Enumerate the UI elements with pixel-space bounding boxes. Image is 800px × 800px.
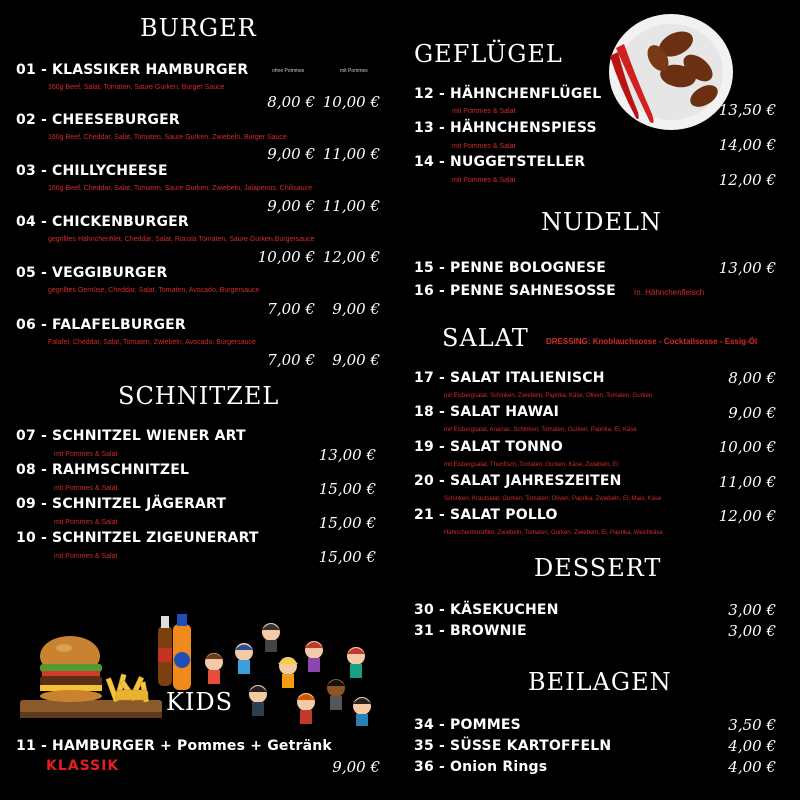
menu-item-name: 04 - CHICKENBURGER [16,214,189,230]
menu-item-desc: Hähnchenbrustfilet, Zwiebeln, Tomaten, Gurken, Zwiebeln, Ei, Paprika, Weichkäse [444,530,663,536]
menu-item-name: 21 - SALAT POLLO [414,507,558,523]
kid-face-icon [235,643,253,674]
kids-tag: KLASSIK [46,758,120,774]
menu-item-price: 14,00 € [718,136,776,154]
menu-item-name: 08 - RAHMSCHNITZEL [16,462,190,478]
menu-item-desc: mit Pommes & Salat [54,485,118,492]
menu-item-price: 9,00 € [728,404,776,422]
menu-item-desc: Falafel, Cheddar, Salat, Tomaten, Zwiebeln, Avocado, Burgersauce [48,339,256,346]
menu-item-price: 7,00 € [267,351,315,369]
menu-item-name: 15 - PENNE BOLOGNESE [414,260,607,276]
menu-item-price: 10,00 € [718,438,776,456]
menu-item-price: 15,00 € [318,514,376,532]
menu-item-name: 05 - VEGGIBURGER [16,265,168,281]
kid-face-icon [262,623,280,652]
menu-item-name: 31 - BROWNIE [414,623,527,639]
menu-item-price: 11,00 € [322,197,380,215]
menu-item-desc: mit Pommes & Salat [452,177,516,184]
menu-item-price: 4,00 € [728,758,776,776]
menu-item-name: 11 - HAMBURGER + Pommes + Getränk [16,738,332,754]
menu-item-price: 7,00 € [267,300,315,318]
menu-item-price: 15,00 € [318,548,376,566]
menu-item-name: 02 - CHEESEBURGER [16,112,180,128]
menu-item-price: 13,00 € [718,259,776,277]
menu-item-name: 19 - SALAT TONNO [414,439,564,455]
menu-item-name: 18 - SALAT HAWAI [414,404,560,420]
burger-heading: BURGER [140,14,257,42]
menu-item-price: 3,00 € [728,601,776,619]
menu-item-name: 36 - Onion Rings [414,759,548,775]
menu-item-name: 20 - SALAT JAHRESZEITEN [414,473,622,489]
menu-item-name: 17 - SALAT ITALIENISCH [414,370,605,386]
menu-item-price: 13,50 € [718,101,776,119]
kid-face-icon [353,697,371,726]
menu-item-desc: 160g Beef, Cheddar, Salat, Tomaten, Saure Gurken, Zwiebeln, Jalapenos, Chilisauce [48,185,313,192]
menu-item-name: 16 - PENNE SAHNESOSSE [414,283,616,299]
dressing-note [546,337,757,346]
menu-item-name: 34 - POMMES [414,717,521,733]
menu-item-price: 10,00 € [322,93,380,111]
nudeln-heading: NUDELN [541,208,662,236]
menu-item-name: 01 - KLASSIKER HAMBURGER [16,62,249,78]
dressing-options: Knoblauchsosse - Cocktailsosse - Essig-Öl [592,337,758,346]
menu-item-price: 8,00 € [728,369,776,387]
menu-item-name: 07 - SCHNITZEL WIENER ART [16,428,246,444]
menu-item-price: 11,00 € [322,145,380,163]
menu-item-price: 12,00 € [718,171,776,189]
schnitzel-heading: SCHNITZEL [118,382,280,410]
menu-item-price: 9,00 € [332,300,380,318]
menu-item-price: 13,00 € [318,446,376,464]
menu-item-price: 3,50 € [728,716,776,734]
gefluegel-heading: GEFLÜGEL [414,40,563,68]
menu-item-price: 12,00 € [322,248,380,266]
menu-item-name: 12 - HÄHNCHENFLÜGEL [414,86,602,102]
fries-icon [106,674,149,702]
menu-item-desc: mit Eisbergsalat, Ananas, Schinken, Tomaten, Gurken, Paprika, Ei, Käse [444,427,637,433]
menu-item-price: 8,00 € [267,93,315,111]
menu-item-desc: mit Eisbergsalat, Thunfisch, Tomaten, Gurken, Käse, Zwiebeln, Ei [444,462,619,468]
kid-face-icon [305,641,323,672]
menu-item-price: 9,00 € [267,145,315,163]
kid-face-icon [347,647,365,678]
menu-item-name: 03 - CHILLYCHEESE [16,163,168,179]
dessert-heading: DESSERT [534,554,662,582]
menu-item-desc: gegrilltes Gemüse, Cheddar, Salat, Tomaten, Avocado, Burgersauce [48,287,260,294]
menu-item-name: 35 - SÜSSE KARTOFFELN [414,738,612,754]
menu-item-price: 15,00 € [318,480,376,498]
salat-heading: SALAT [442,324,529,352]
menu-item-price: 11,00 € [718,473,776,491]
menu-item-desc: gegrilltes Hähnchenfilet, Cheddar, Salat, Rucola Tomaten, Saure Gurken,Burgersauce [48,236,315,243]
menu-item-name: 09 - SCHNITZEL JÄGERART [16,496,227,512]
burger-col-without: ohne Pommes [272,68,305,74]
menu-item-price: 9,00 € [332,758,380,776]
menu-item-desc: mit Pommes & Salat [452,143,516,150]
menu-item-desc: Schinken, Krautsalat, Gurken, Tomaten, Oliven, Paprika, Zwiebeln, Ei, Mais, Käse [444,496,662,502]
kid-face-icon [205,653,223,684]
menu-item-name: 14 - NUGGETSTELLER [414,154,586,170]
menu-item-desc: 160g Beef, Cheddar, Salat, Tomaten, Saure Gurken, Zwiebeln, Burger Sauce [48,134,287,141]
menu-item-desc: mit Pommes & Salat [452,108,516,115]
menu-item-price: 9,00 € [267,197,315,215]
menu-item-price: 10,00 € [257,248,315,266]
menu-item-desc: mit Eisbergsalat, Schinken, Zwiebeln, Paprika, Käse, Oliven, Tomaten, Gurken [444,393,653,399]
menu-item-price: 9,00 € [332,351,380,369]
menu-item-name: 13 - HÄHNCHENSPIESS [414,120,597,136]
kids-heading: KIDS [166,688,234,716]
menu-item-desc: mit Pommes & Salat [54,553,118,560]
dressing-label: DRESSING: [546,337,591,346]
bottle-icon [173,614,191,690]
kid-face-icon [327,679,345,710]
menu-item-name: 30 - KÄSEKUCHEN [414,602,559,618]
kid-face-icon [249,685,267,716]
menu-item-price: 12,00 € [718,507,776,525]
beilagen-heading: BEILAGEN [528,668,672,696]
bottle-icon [158,616,172,686]
menu-item-price: 3,00 € [728,622,776,640]
menu-item-desc: mit Pommes & Salat [54,451,118,458]
menu-item-name: 06 - FALAFELBURGER [16,317,186,333]
menu-item-name: 10 - SCHNITZEL ZIGEUNERART [16,530,259,546]
kid-face-icon [297,693,315,724]
menu-item-desc: m. Hähnchenfleisch [634,288,705,297]
menu-item-desc: mit Pommes & Salat [54,519,118,526]
kid-face-icon [278,657,298,688]
menu-item-desc: 160g Beef, Salat, Tomaten, Saure Gurken, Burger Sauce [48,84,225,91]
menu-item-price: 4,00 € [728,737,776,755]
burger-col-with: mit Pommes [340,68,368,74]
